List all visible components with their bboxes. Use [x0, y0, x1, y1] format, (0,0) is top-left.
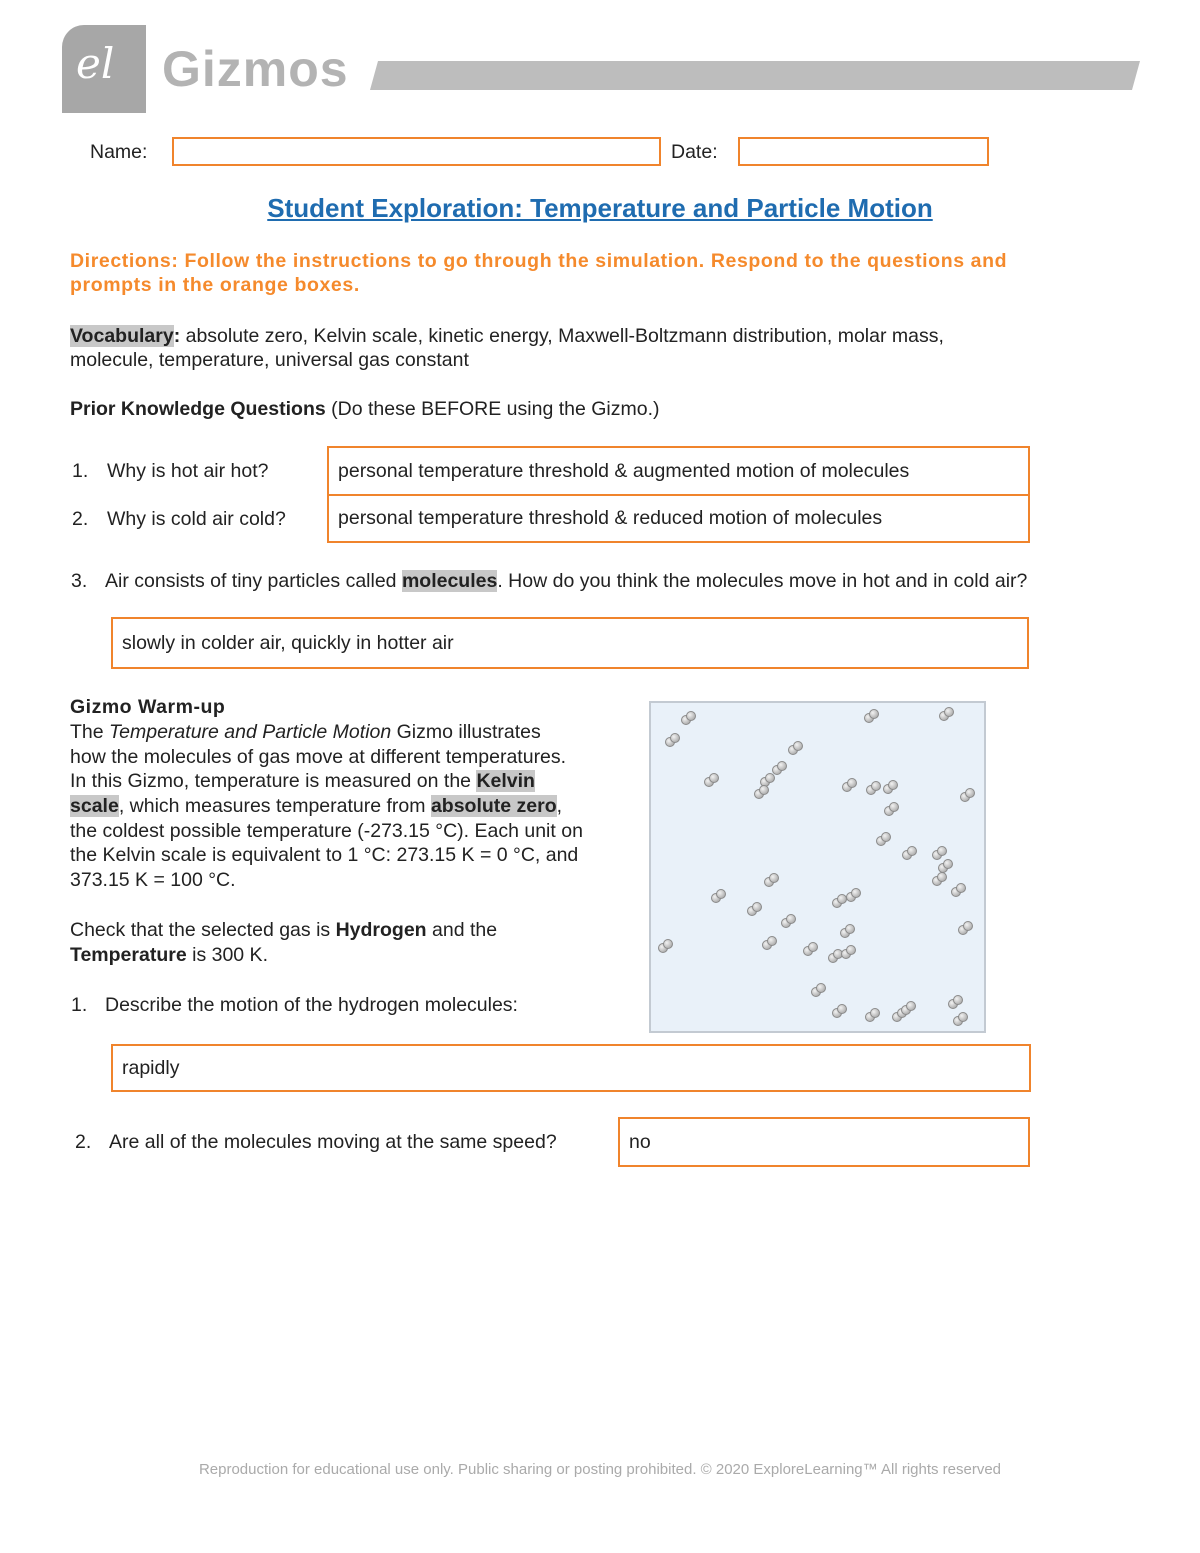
name-label: Name:: [90, 141, 148, 163]
hydrogen-molecule: [866, 783, 882, 793]
warmup-q1-number: 1.: [71, 994, 88, 1016]
warmup-line-5: the coldest possible temperature (-273.15 °C). Each unit on: [70, 820, 583, 842]
q3-pre: Air consists of tiny particles called: [105, 570, 402, 592]
gas: Hydrogen: [335, 919, 427, 941]
hydrogen-molecule: [840, 926, 856, 936]
q3-answer-field[interactable]: slowly in colder air, quickly in hotter air: [111, 617, 1029, 669]
hydrogen-molecule: [762, 938, 778, 948]
warmup-line-4: [70, 795, 562, 818]
hydrogen-molecule: [948, 997, 964, 1007]
hydrogen-molecule: [760, 775, 776, 785]
explorelearning-logo: el: [62, 25, 146, 113]
warmup-q2-answer-field[interactable]: no: [618, 1117, 1030, 1167]
hydrogen-molecule: [658, 941, 674, 951]
hydrogen-molecule: [711, 891, 727, 901]
warmup-q2-text: Are all of the molecules moving at the same speed?: [109, 1131, 557, 1153]
check-line-2: [70, 944, 268, 967]
date-label: Date:: [671, 141, 718, 163]
vocabulary-line-1: [70, 325, 944, 348]
gizmo-name: Temperature and Particle Motion: [109, 721, 392, 743]
hydrogen-molecule: [865, 1010, 881, 1020]
warmup-line-3: [70, 770, 535, 793]
t: Check that the selected gas is: [70, 919, 336, 941]
t: The: [70, 721, 110, 743]
hydrogen-molecule: [842, 780, 858, 790]
warmup-line-1: [70, 721, 541, 744]
hydrogen-molecule: [884, 804, 900, 814]
name-field[interactable]: [172, 137, 661, 166]
vocabulary-line-2: molecule, temperature, universal gas constant: [70, 349, 469, 371]
warmup-q1-text: Describe the motion of the hydrogen molecules:: [105, 994, 518, 1016]
gizmos-brand: Gizmos: [162, 41, 349, 97]
term: Kelvin: [476, 770, 535, 792]
t: and the: [426, 919, 498, 941]
gizmo-simulation-image: [649, 701, 986, 1033]
check-line-1: [70, 919, 497, 942]
q2-number: 2.: [72, 508, 89, 530]
hydrogen-molecule: [704, 775, 720, 785]
hydrogen-molecule: [951, 885, 967, 895]
hydrogen-molecule: [772, 763, 788, 773]
hydrogen-molecule: [939, 709, 955, 719]
t: Gizmo illustrates: [391, 721, 541, 743]
t: In this Gizmo, temperature is measured on the: [70, 770, 477, 792]
q2-answer-field[interactable]: personal temperature threshold & reduced motion of molecules: [327, 494, 1030, 543]
hydrogen-molecule: [803, 944, 819, 954]
directions-line-1: Directions: Follow the instructions to go through the simulation. Respond to the questions and: [70, 250, 1008, 272]
hydrogen-molecule: [841, 947, 857, 957]
page-title: Student Exploration: Temperature and Particle Motion: [267, 193, 933, 223]
hydrogen-molecule: [932, 848, 948, 858]
hydrogen-molecule: [953, 1014, 969, 1024]
heading: Prior Knowledge Questions: [70, 398, 326, 420]
t: Temperature: [70, 944, 187, 966]
term: scale: [70, 795, 119, 817]
hydrogen-molecule: [958, 923, 974, 933]
warmup-q1-answer-field[interactable]: rapidly: [111, 1044, 1031, 1092]
hydrogen-molecule: [932, 874, 948, 884]
q3-post: . How do you think the molecules move in hot and in cold air?: [497, 570, 1028, 592]
warmup-heading: Gizmo Warm-up: [70, 696, 226, 718]
warmup-line-6: the Kelvin scale is equivalent to 1 °C: 273.15 K = 0 °C, and: [70, 844, 579, 866]
q3-text: [105, 570, 1027, 593]
hydrogen-molecule: [764, 875, 780, 885]
q2-text: Why is cold air cold?: [107, 508, 286, 530]
warmup-line-7: 373.15 K = 100 °C.: [70, 869, 236, 891]
prior-knowledge-heading: [70, 398, 660, 421]
hydrogen-molecule: [665, 735, 681, 745]
hydrogen-molecule: [788, 743, 804, 753]
t: ,: [556, 795, 563, 817]
t: , which measures temperature from: [118, 795, 431, 817]
warmup-line-2: how the molecules of gas move at different temperatures.: [70, 746, 567, 768]
vocabulary-label: Vocabulary: [70, 325, 174, 347]
hydrogen-molecule: [864, 711, 880, 721]
hydrogen-molecule: [846, 890, 862, 900]
note: (Do these BEFORE using the Gizmo.): [325, 398, 660, 420]
term: absolute zero: [430, 795, 557, 817]
q1-answer-field[interactable]: personal temperature threshold & augmented motion of molecules: [327, 446, 1030, 496]
footer-copyright: Reproduction for educational use only. Public sharing or posting prohibited. © 2020 ExploreLearning™ All rights reserved: [198, 1461, 1002, 1478]
vocabulary-terms: absolute zero, Kelvin scale, kinetic energy, Maxwell-Boltzmann distribution, molar mass,: [180, 325, 944, 347]
hydrogen-molecule: [902, 848, 918, 858]
header-bar: [370, 61, 1140, 90]
hydrogen-molecule: [754, 787, 770, 797]
hydrogen-molecule: [811, 985, 827, 995]
hydrogen-molecule: [901, 1003, 917, 1013]
t: is 300 K.: [186, 944, 268, 966]
q3-number: 3.: [71, 570, 88, 592]
hydrogen-molecule: [883, 782, 899, 792]
hydrogen-molecule: [832, 1006, 848, 1016]
q1-text: Why is hot air hot?: [107, 460, 269, 482]
hydrogen-molecule: [938, 861, 954, 871]
hydrogen-molecule: [747, 904, 763, 914]
q3-term: molecules: [401, 570, 498, 592]
warmup-q2-number: 2.: [75, 1131, 92, 1153]
colon: :: [173, 325, 181, 347]
date-field[interactable]: [738, 137, 989, 166]
hydrogen-molecule: [876, 834, 892, 844]
q1-number: 1.: [72, 460, 89, 482]
hydrogen-molecule: [681, 713, 697, 723]
hydrogen-molecule: [960, 790, 976, 800]
hydrogen-molecule: [781, 916, 797, 926]
directions-line-2: prompts in the orange boxes.: [70, 274, 360, 296]
